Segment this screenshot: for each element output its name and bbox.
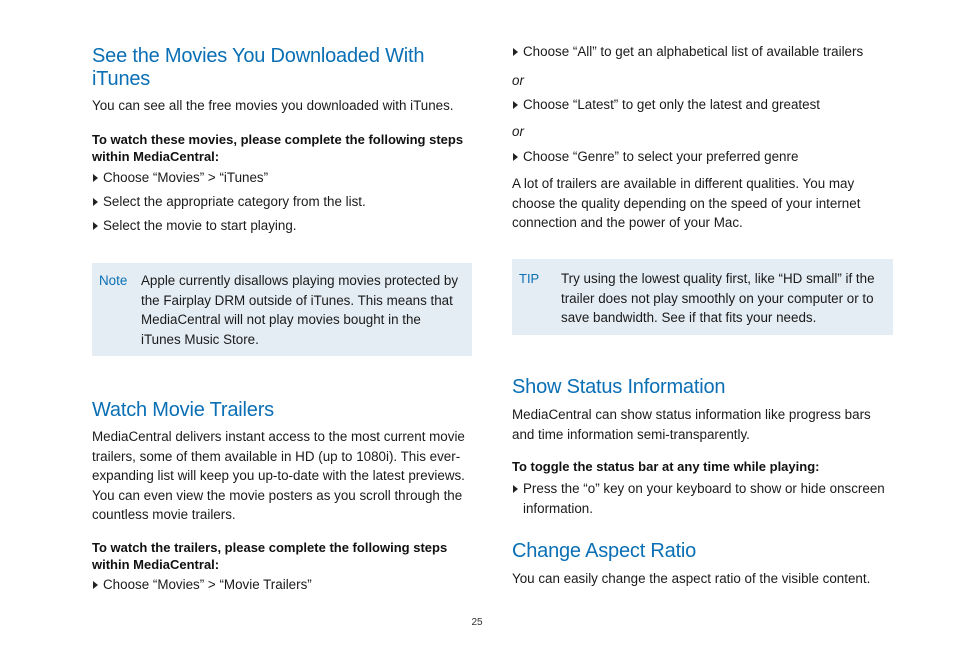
quality-paragraph: A lot of trailers are available in different qualities. You may choose the quality depending on the speed of your internet connection and the power of your Mac. [512,176,861,231]
list-item: Press the “o” key on your keyboard to show or hide onscreen information. [512,479,896,518]
status-steps-lead: To toggle the status bar at any time while playing: [512,459,820,474]
heading-downloaded-movies: See the Movies You Downloaded With iTunes [92,45,425,90]
note-box [92,263,472,356]
note-label: Note [99,273,128,288]
bullet-triangle-icon [513,153,518,161]
downloaded-steps-lead: To watch these movies, please complete the following steps within MediaCentral: [92,132,464,164]
or-separator: or [512,124,524,139]
heading-status-information: Show Status Information [512,376,726,398]
bullet-triangle-icon [93,581,98,589]
bullet-triangle-icon [513,48,518,56]
list-item: Choose “All” to get an alphabetical list of available trailers [512,42,896,62]
bullet-triangle-icon [513,101,518,109]
page-number: 25 [471,617,483,628]
downloaded-intro: You can see all the free movies you downloaded with iTunes. [92,98,454,113]
heading-aspect-ratio: Change Aspect Ratio [512,540,697,562]
list-item: Select the appropriate category from the list. [92,192,474,212]
note-text: Apple currently disallows playing movies protected by the Fairplay DRM outside of iTunes. This means that MediaCentral will not play movies bought in the iTunes Music Store. [141,273,459,347]
tip-text: Try using the lowest quality first, like “HD small” if the trailer does not play smoothly on your computer or to save bandwidth. See if that fits your needs. [561,271,875,326]
list-item: Choose “Movies” > “Movie Trailers” [92,575,474,595]
tip-box [512,259,893,335]
bullet-triangle-icon [93,174,98,182]
heading-watch-trailers: Watch Movie Trailers [92,399,274,421]
trailers-steps-lead: To watch the trailers, please complete the following steps within MediaCentral: [92,540,448,572]
bullet-triangle-icon [513,485,518,493]
bullet-triangle-icon [93,198,98,206]
list-item: Choose “Movies” > “iTunes” [92,168,474,188]
trailers-intro: MediaCentral delivers instant access to the most current movie trailers, some of them available in HD (up to 1080i). This ever-expanding list will keep you up-to-date with the latest previews. You can even view the movie posters as you scroll through the countless movie trailers. [92,429,465,523]
tip-label: TIP [519,271,540,286]
list-item: Select the movie to start playing. [92,216,474,236]
or-separator: or [512,73,524,88]
list-item: Choose “Genre” to select your preferred genre [512,147,896,167]
aspect-intro: You can easily change the aspect ratio of the visible content. [512,571,871,586]
status-intro: MediaCentral can show status information like progress bars and time information semi-transparently. [512,407,871,442]
bullet-triangle-icon [93,222,98,230]
list-item: Choose “Latest” to get only the latest and greatest [512,95,896,115]
